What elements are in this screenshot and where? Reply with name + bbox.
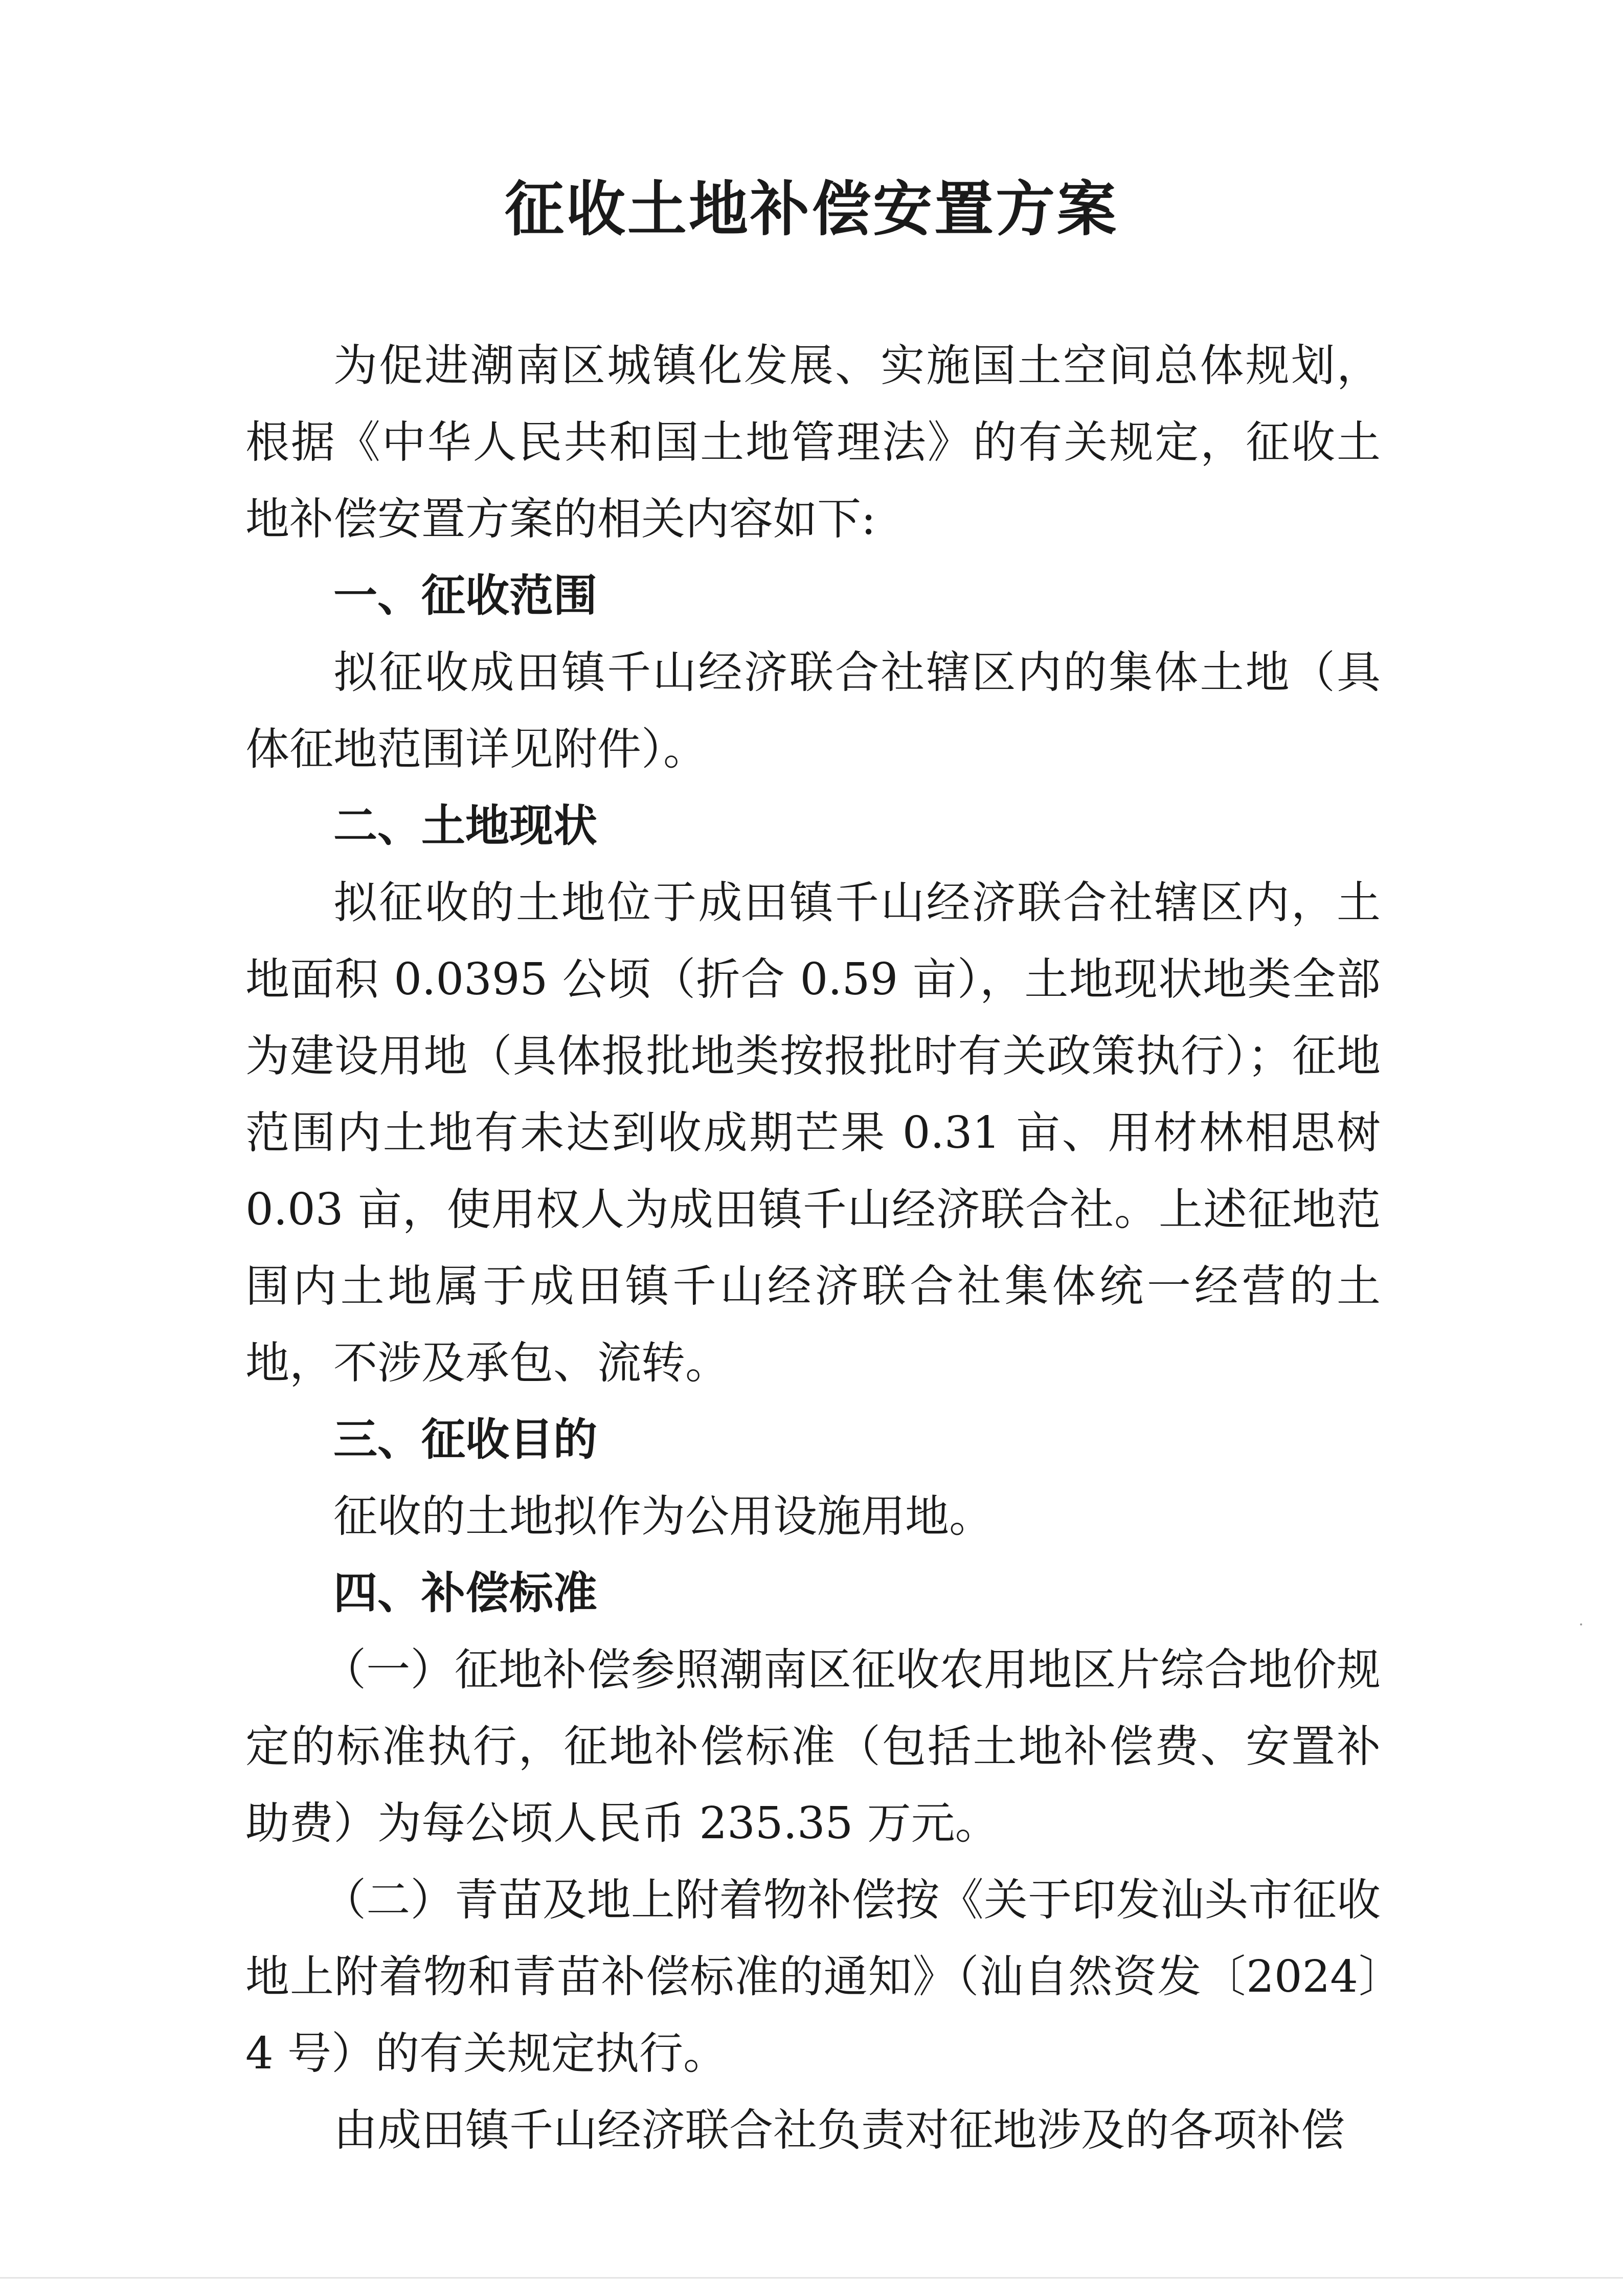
document-title: 征收土地补偿安置方案 — [505, 175, 1118, 244]
document-body — [245, 327, 1381, 2169]
scope-paragraph: 拟征收成田镇千山经济联合社辖区内的集体土地（具体征地范围详见附件）。 — [245, 647, 1381, 775]
section-heading-purpose: 三、征收目的 — [333, 1414, 597, 1465]
scan-speck — [1580, 1623, 1582, 1625]
section-heading-land-status: 二、土地现状 — [333, 800, 597, 852]
section-heading-scope: 一、征收范围 — [333, 570, 597, 621]
scan-edge-line — [0, 2277, 1623, 2279]
purpose-paragraph: 征收的土地拟作为公用设施用地。 — [333, 1491, 993, 1542]
compensation-paragraph-1: （一）征地补偿参照潮南区征收农用地区片综合地价规定的标准执行，征地补偿标准（包括土地补偿费、安置补助费）为每公顷人民币 235.35 万元。 — [245, 1644, 1381, 1849]
section-heading-compensation: 四、补偿标准 — [333, 1568, 597, 1619]
compensation-paragraph-2: （二）青苗及地上附着物补偿按《关于印发汕头市征收地上附着物和青苗补偿标准的通知》（汕自然资发〔2024〕4 号）的有关规定执行。 — [245, 1875, 1381, 2079]
compensation-paragraph-3: 由成田镇千山经济联合社负责对征地涉及的各项补偿 — [333, 2105, 1345, 2156]
land-status-paragraph: 拟征收的土地位于成田镇千山经济联合社辖区内，土地面积 0.0395 公顷（折合 0.59 亩），土地现状地类全部为建设用地（具体报批地类按报批时有关政策执行）；征地范围内土地有未达到收成期芒果 0.31 亩、用材林相思树 0.03 亩，使用权人为成田镇千山经济联合社。上述征地范围内土地属于成田镇千山经济联合社集体统一经营的土地，不涉及承包、流转。 — [245, 877, 1381, 1389]
intro-paragraph: 为促进潮南区城镇化发展、实施国土空间总体规划，根据《中华人民共和国土地管理法》的有关规定，征收土地补偿安置方案的相关内容如下: — [245, 340, 1381, 545]
